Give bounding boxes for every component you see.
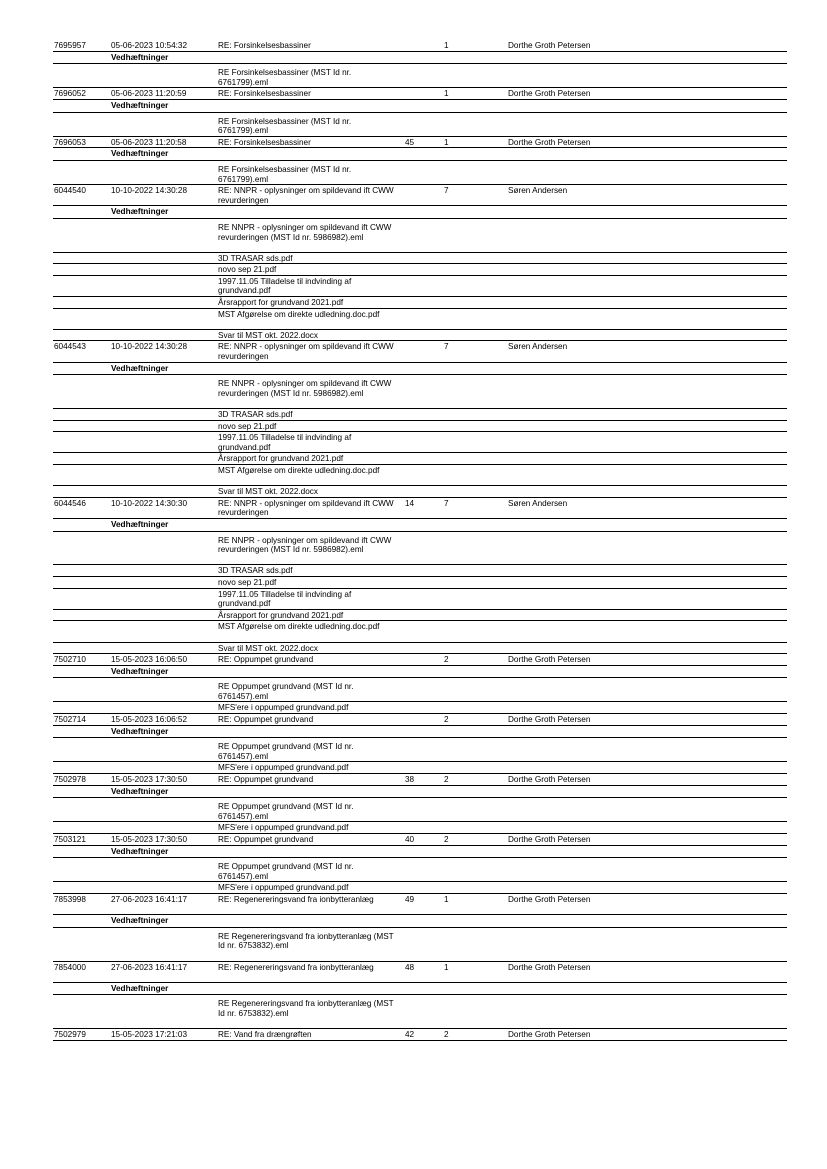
record-block: [53, 88, 787, 136]
record-row: [53, 1029, 787, 1041]
attachments-header-row: [53, 915, 787, 928]
record-id: 7502979: [54, 1030, 86, 1040]
record-count: 2: [444, 655, 449, 665]
record-person: Dorthe Groth Petersen: [508, 655, 591, 665]
record-block: [53, 834, 787, 894]
attachment-filename: RE Oppumpet grundvand (MST Id nr. 6761457).eml: [218, 862, 354, 881]
record-date: 27-06-2023 16:41:17: [111, 962, 188, 972]
record-block: [53, 1029, 787, 1041]
records-list: [53, 40, 787, 1041]
attachments-header-row: [53, 846, 787, 859]
record-count: 1: [444, 41, 449, 50]
attachment-row: [53, 164, 787, 185]
record-id: 6044543: [54, 342, 86, 352]
attachment-row: [53, 432, 787, 453]
record-date: 15-05-2023 16:06:50: [111, 655, 188, 665]
attachment-filename: RE NNPR - oplysninger om spildevand ift CWW revurderingen (MST Id nr. 5986982).eml: [218, 535, 392, 555]
attachment-filename: MST Afgørelse om direkte udledning.doc.pdf: [218, 466, 380, 475]
record-subject: RE: NNPR - oplysninger om spildevand ift CWW revurderingen: [218, 498, 394, 518]
record-person: Dorthe Groth Petersen: [508, 775, 591, 785]
record-row: [53, 654, 787, 666]
attachment-filename: 3D TRASAR sds.pdf: [218, 253, 293, 263]
record-subject: RE: Regenereringsvand fra ionbytteranlæg: [218, 962, 374, 972]
attachments-header-row: [53, 148, 787, 161]
attachments-header: Vedhæftninger: [111, 100, 169, 110]
attachment-filename: novo sep 21.pdf: [218, 577, 277, 587]
attachment-filename: Svar til MST okt. 2022.docx: [218, 487, 318, 497]
record-count: 2: [444, 775, 449, 785]
attachment-filename: novo sep 21.pdf: [218, 265, 277, 275]
attachments-header: Vedhæftninger: [111, 519, 169, 529]
record-subject: RE: Oppumpet grundvand: [218, 655, 314, 665]
record-id: 7502714: [54, 715, 86, 725]
record-row: [53, 40, 787, 52]
record-count: 2: [444, 835, 449, 845]
attachment-row: [53, 801, 787, 822]
record-count: 1: [444, 89, 449, 99]
record-subject: RE: Regenereringsvand fra ionbytteranlæg: [218, 894, 374, 904]
attachments-header-row: [53, 726, 787, 739]
record-count: 2: [444, 1030, 449, 1040]
attachment-row: [53, 702, 787, 714]
record-pages: 48: [405, 962, 415, 972]
record-person: Dorthe Groth Petersen: [508, 962, 591, 972]
record-count: 1: [444, 137, 449, 147]
record-pages: 14: [405, 498, 415, 508]
attachments-header: Vedhæftninger: [111, 726, 169, 736]
record-row: [53, 137, 787, 149]
attachment-filename: 1997.11.05 Tilladelse til indvinding af grundvand.pdf: [218, 433, 352, 452]
attachment-row: [53, 116, 787, 137]
attachment-filename: RE NNPR - oplysninger om spildevand ift CWW revurderingen (MST Id nr. 5986982).eml: [218, 222, 392, 242]
attachments-header: Vedhæftninger: [111, 363, 169, 373]
attachment-row: [53, 535, 787, 566]
attachment-filename: RE Oppumpet grundvand (MST Id nr. 6761457).eml: [218, 802, 354, 821]
record-id: 7853998: [54, 894, 86, 904]
record-count: 7: [444, 186, 449, 196]
record-date: 15-05-2023 16:06:52: [111, 715, 188, 725]
attachment-row: [53, 222, 787, 253]
attachments-header-row: [53, 363, 787, 376]
record-date: 27-06-2023 16:41:17: [111, 894, 188, 904]
record-person: Dorthe Groth Petersen: [508, 835, 591, 845]
record-person: Dorthe Groth Petersen: [508, 715, 591, 725]
record-subject: RE: NNPR - oplysninger om spildevand ift CWW revurderingen: [218, 342, 394, 362]
attachment-row: [53, 330, 787, 342]
attachment-filename: Årsrapport for grundvand 2021.pdf: [218, 610, 344, 620]
attachments-header: Vedhæftninger: [111, 786, 169, 796]
attachment-filename: RE Regenereringsvand fra ionbytteranlæg (MST Id nr. 6753832).eml: [218, 931, 394, 951]
attachment-filename: RE Regenereringsvand fra ionbytteranlæg (MST Id nr. 6753832).eml: [218, 999, 394, 1018]
record-person: Søren Andersen: [508, 342, 568, 352]
record-subject: RE: Oppumpet grundvand: [218, 775, 314, 785]
attachment-filename: RE Forsinkelsesbassiner (MST Id nr. 6761799).eml: [218, 68, 352, 87]
record-date: 05-06-2023 10:54:32: [111, 41, 188, 50]
record-id: 7502978: [54, 775, 86, 785]
record-subject: RE: NNPR - oplysninger om spildevand ift CWW revurderingen: [218, 186, 394, 205]
record-pages: 49: [405, 894, 415, 904]
attachment-row: [53, 621, 787, 642]
record-date: 15-05-2023 17:30:50: [111, 775, 188, 785]
attachments-header-row: [53, 52, 787, 65]
attachment-row: [53, 861, 787, 882]
record-subject: RE: Forsinkelsesbassiner: [218, 41, 311, 50]
record-person: Søren Andersen: [508, 186, 568, 196]
attachment-filename: MFS'ere i oppumped grundvand.pdf: [218, 703, 349, 713]
record-block: [53, 137, 787, 185]
record-date: 05-06-2023 11:20:58: [111, 137, 187, 147]
attachment-filename: 1997.11.05 Tilladelse til indvinding af grundvand.pdf: [218, 276, 352, 296]
record-person: Dorthe Groth Petersen: [508, 894, 591, 904]
attachment-filename: MFS'ere i oppumped grundvand.pdf: [218, 763, 349, 773]
record-row: [53, 498, 787, 519]
record-id: 7854000: [54, 962, 86, 972]
attachments-header-row: [53, 786, 787, 799]
record-block: [53, 714, 787, 774]
record-count: 7: [444, 342, 449, 352]
attachment-row: [53, 565, 787, 577]
record-date: 05-06-2023 11:20:59: [111, 89, 187, 99]
attachments-header-row: [53, 519, 787, 532]
attachment-filename: RE Oppumpet grundvand (MST Id nr. 6761457).eml: [218, 682, 354, 701]
record-id: 7696053: [54, 137, 86, 147]
attachments-header-row: [53, 983, 787, 996]
record-count: 1: [444, 962, 449, 972]
attachment-row: [53, 998, 787, 1029]
attachments-header: Vedhæftninger: [111, 916, 169, 926]
record-id: 6044546: [54, 498, 86, 508]
attachment-filename: RE Forsinkelsesbassiner (MST Id nr. 6761799).eml: [218, 116, 352, 136]
record-block: [53, 774, 787, 834]
attachment-row: [53, 589, 787, 610]
attachment-row: [53, 409, 787, 421]
attachment-row: [53, 882, 787, 894]
record-row: [53, 185, 787, 206]
record-subject: RE: Vand fra drængrøften: [218, 1030, 312, 1040]
attachment-row: [53, 253, 787, 265]
attachment-row: [53, 931, 787, 962]
record-block: [53, 654, 787, 714]
attachment-filename: RE Forsinkelsesbassiner (MST Id nr. 6761799).eml: [218, 164, 352, 184]
record-id: 7502710: [54, 655, 86, 665]
record-subject: RE: Oppumpet grundvand: [218, 835, 314, 845]
record-row: [53, 962, 787, 983]
attachments-header: Vedhæftninger: [111, 666, 169, 676]
attachment-row: [53, 681, 787, 702]
record-block: [53, 498, 787, 654]
attachments-header: Vedhæftninger: [111, 983, 169, 993]
attachment-row: [53, 741, 787, 762]
attachment-row: [53, 67, 787, 88]
attachment-row: [53, 486, 787, 498]
record-row: [53, 774, 787, 786]
record-row: [53, 714, 787, 726]
attachment-filename: novo sep 21.pdf: [218, 421, 277, 431]
attachments-header: Vedhæftninger: [111, 207, 169, 217]
attachment-row: [53, 822, 787, 834]
attachment-row: [53, 276, 787, 297]
attachment-row: [53, 297, 787, 309]
attachment-row: [53, 762, 787, 774]
attachment-filename: 1997.11.05 Tilladelse til indvinding af grundvand.pdf: [218, 589, 352, 609]
attachment-filename: MST Afgørelse om direkte udledning.doc.pdf: [218, 622, 380, 632]
attachment-row: [53, 421, 787, 433]
attachment-filename: MST Afgørelse om direkte udledning.doc.pdf: [218, 309, 380, 319]
record-row: [53, 88, 787, 100]
attachment-filename: 3D TRASAR sds.pdf: [218, 410, 293, 420]
record-id: 6044540: [54, 186, 86, 196]
record-row: [53, 894, 787, 915]
attachment-filename: Svar til MST okt. 2022.docx: [218, 330, 318, 340]
attachment-row: [53, 577, 787, 589]
attachment-row: [53, 264, 787, 276]
record-pages: 38: [405, 775, 415, 785]
attachments-header: Vedhæftninger: [111, 149, 169, 159]
attachment-row: [53, 453, 787, 465]
record-block: [53, 40, 787, 88]
attachment-filename: Årsrapport for grundvand 2021.pdf: [218, 454, 344, 464]
record-date: 10-10-2022 14:30:28: [111, 342, 188, 352]
attachment-filename: RE NNPR - oplysninger om spildevand ift CWW revurderingen (MST Id nr. 5986982).eml: [218, 379, 392, 398]
record-block: [53, 894, 787, 962]
record-row: [53, 341, 787, 362]
record-person: Dorthe Groth Petersen: [508, 41, 591, 50]
attachment-row: [53, 378, 787, 409]
attachments-header-row: [53, 666, 787, 679]
record-subject: RE: Forsinkelsesbassiner: [218, 89, 311, 99]
attachment-row: [53, 309, 787, 330]
record-subject: RE: Forsinkelsesbassiner: [218, 137, 311, 147]
record-person: Dorthe Groth Petersen: [508, 137, 591, 147]
record-block: [53, 185, 787, 341]
record-block: [53, 962, 787, 1030]
attachment-row: [53, 465, 787, 486]
record-count: 7: [444, 498, 449, 508]
attachments-header-row: [53, 100, 787, 113]
record-block: [53, 341, 787, 497]
attachment-filename: MFS'ere i oppumped grundvand.pdf: [218, 883, 349, 893]
record-count: 2: [444, 715, 449, 725]
record-id: 7695957: [54, 41, 86, 50]
record-date: 10-10-2022 14:30:30: [111, 498, 188, 508]
attachment-filename: 3D TRASAR sds.pdf: [218, 566, 293, 576]
record-person: Dorthe Groth Petersen: [508, 1030, 591, 1040]
attachment-row: [53, 643, 787, 655]
attachment-filename: MFS'ere i oppumped grundvand.pdf: [218, 823, 349, 833]
attachment-row: [53, 610, 787, 622]
record-id: 7503121: [54, 835, 86, 845]
record-person: Dorthe Groth Petersen: [508, 89, 591, 99]
record-pages: 40: [405, 835, 415, 845]
record-row: [53, 834, 787, 846]
attachments-header: Vedhæftninger: [111, 846, 169, 856]
attachments-header: Vedhæftninger: [111, 52, 169, 62]
record-date: 15-05-2023 17:30:50: [111, 835, 188, 845]
record-id: 7696052: [54, 89, 86, 99]
attachment-filename: RE Oppumpet grundvand (MST Id nr. 6761457).eml: [218, 742, 354, 761]
attachments-header-row: [53, 206, 787, 219]
attachment-filename: Svar til MST okt. 2022.docx: [218, 643, 318, 653]
record-pages: 42: [405, 1030, 415, 1040]
record-pages: 45: [405, 137, 415, 147]
record-person: Søren Andersen: [508, 498, 568, 508]
record-count: 1: [444, 894, 449, 904]
record-subject: RE: Oppumpet grundvand: [218, 715, 314, 725]
attachment-filename: Årsrapport for grundvand 2021.pdf: [218, 298, 344, 308]
record-date: 10-10-2022 14:30:28: [111, 186, 188, 196]
record-date: 15-05-2023 17:21:03: [111, 1030, 188, 1040]
